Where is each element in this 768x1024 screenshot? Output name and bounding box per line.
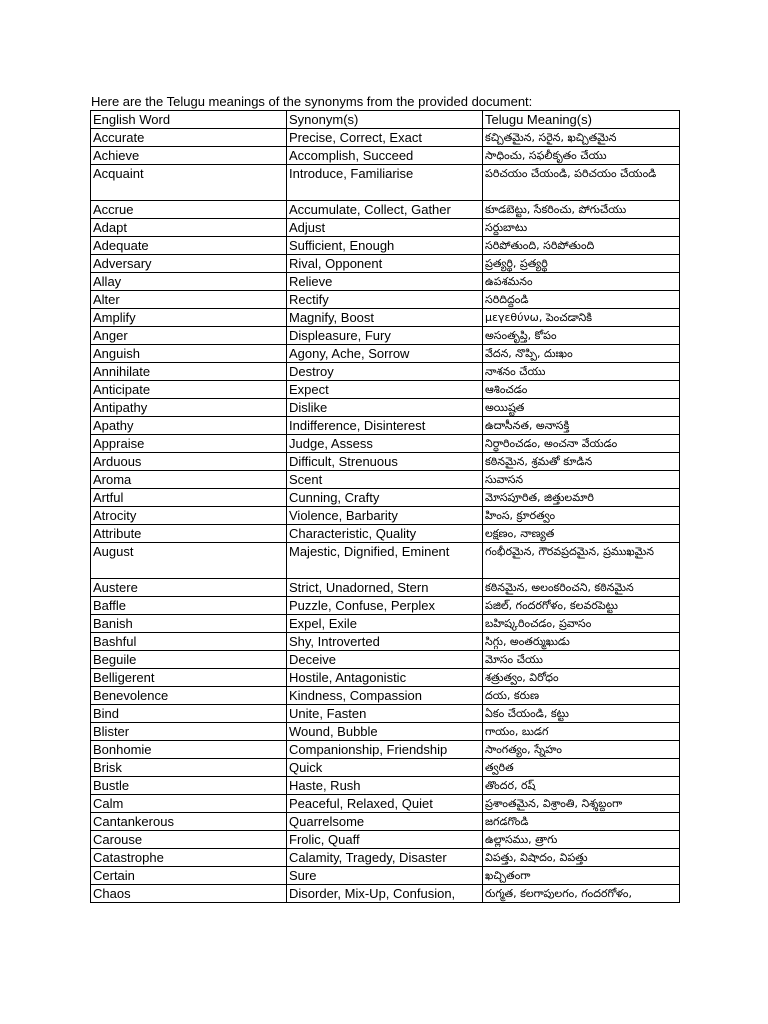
cell-english-word: Appraise <box>91 435 287 453</box>
cell-synonyms: Quick <box>287 759 483 777</box>
table-row <box>91 597 680 615</box>
cell-english-word: Adapt <box>91 219 287 237</box>
cell-synonyms: Judge, Assess <box>287 435 483 453</box>
table-row <box>91 723 680 741</box>
cell-english-word: Calm <box>91 795 287 813</box>
table-row <box>91 579 680 597</box>
cell-telugu-meaning: రుగ్మత, కలగాపులగం, గందరగోళం, <box>483 885 680 903</box>
cell-english-word: Baffle <box>91 597 287 615</box>
cell-synonyms: Kindness, Compassion <box>287 687 483 705</box>
table-header-row <box>91 111 680 129</box>
cell-synonyms: Cunning, Crafty <box>287 489 483 507</box>
header-english-word: English Word <box>91 111 287 129</box>
cell-synonyms: Rectify <box>287 291 483 309</box>
cell-english-word: Attribute <box>91 525 287 543</box>
cell-english-word: Austere <box>91 579 287 597</box>
cell-telugu-meaning: దయ, కరుణ <box>483 687 680 705</box>
cell-english-word: Acquaint <box>91 165 287 201</box>
cell-telugu-meaning: గంభీరమైన, గౌరవప్రదమైన, ప్రముఖమైన <box>483 543 680 579</box>
cell-synonyms: Dislike <box>287 399 483 417</box>
synonym-table <box>90 110 680 903</box>
cell-telugu-meaning: బహిష్కరించడం, ప్రవాసం <box>483 615 680 633</box>
cell-telugu-meaning: నిర్ధారించడం, అంచనా వేయడం <box>483 435 680 453</box>
cell-telugu-meaning: సరిదిద్దండి <box>483 291 680 309</box>
cell-synonyms: Strict, Unadorned, Stern <box>287 579 483 597</box>
table-body <box>91 129 680 903</box>
table-row <box>91 471 680 489</box>
cell-english-word: Brisk <box>91 759 287 777</box>
cell-telugu-meaning: ఆశించడం <box>483 381 680 399</box>
cell-telugu-meaning: μεγεθύνω, పెంచడానికి <box>483 309 680 327</box>
cell-synonyms: Peaceful, Relaxed, Quiet <box>287 795 483 813</box>
cell-synonyms: Disorder, Mix-Up, Confusion, <box>287 885 483 903</box>
table-row <box>91 291 680 309</box>
table-row <box>91 219 680 237</box>
table-row <box>91 201 680 219</box>
cell-telugu-meaning: ఉదాసీనత, అనాసక్తి <box>483 417 680 435</box>
cell-telugu-meaning: లక్షణం, నాణ్యత <box>483 525 680 543</box>
cell-english-word: Benevolence <box>91 687 287 705</box>
cell-telugu-meaning: శత్రుత్వం, విరోధం <box>483 669 680 687</box>
cell-english-word: Adequate <box>91 237 287 255</box>
cell-synonyms: Deceive <box>287 651 483 669</box>
cell-synonyms: Majestic, Dignified, Eminent <box>287 543 483 579</box>
header-synonyms: Synonym(s) <box>287 111 483 129</box>
cell-synonyms: Agony, Ache, Sorrow <box>287 345 483 363</box>
table-row <box>91 687 680 705</box>
table-row <box>91 381 680 399</box>
cell-telugu-meaning: ఉల్లాసము, త్రాగు <box>483 831 680 849</box>
table-row <box>91 453 680 471</box>
table-row <box>91 669 680 687</box>
cell-synonyms: Accomplish, Succeed <box>287 147 483 165</box>
cell-synonyms: Shy, Introverted <box>287 633 483 651</box>
cell-english-word: Adversary <box>91 255 287 273</box>
cell-telugu-meaning: విపత్తు, విషాదం, విపత్తు <box>483 849 680 867</box>
cell-synonyms: Characteristic, Quality <box>287 525 483 543</box>
cell-synonyms: Companionship, Friendship <box>287 741 483 759</box>
cell-english-word: Artful <box>91 489 287 507</box>
cell-telugu-meaning: కూడబెట్టు, సేకరించు, పోగుచేయు <box>483 201 680 219</box>
table-row <box>91 399 680 417</box>
cell-english-word: Annihilate <box>91 363 287 381</box>
cell-synonyms: Indifference, Disinterest <box>287 417 483 435</box>
cell-english-word: Anguish <box>91 345 287 363</box>
cell-english-word: Bonhomie <box>91 741 287 759</box>
cell-telugu-meaning: మోసపూరిత, జిత్తులమారి <box>483 489 680 507</box>
table-row <box>91 633 680 651</box>
table-row <box>91 255 680 273</box>
cell-synonyms: Unite, Fasten <box>287 705 483 723</box>
cell-telugu-meaning: తొందర, రష్ <box>483 777 680 795</box>
cell-english-word: Chaos <box>91 885 287 903</box>
table-row <box>91 759 680 777</box>
table-row <box>91 795 680 813</box>
cell-synonyms: Hostile, Antagonistic <box>287 669 483 687</box>
table-row <box>91 435 680 453</box>
cell-english-word: Banish <box>91 615 287 633</box>
cell-english-word: Antipathy <box>91 399 287 417</box>
cell-telugu-meaning: అసంతృప్తి, కోపం <box>483 327 680 345</box>
cell-english-word: Anger <box>91 327 287 345</box>
cell-synonyms: Quarrelsome <box>287 813 483 831</box>
cell-synonyms: Haste, Rush <box>287 777 483 795</box>
cell-synonyms: Difficult, Strenuous <box>287 453 483 471</box>
cell-english-word: Alter <box>91 291 287 309</box>
table-row <box>91 417 680 435</box>
cell-telugu-meaning: సర్దుబాటు <box>483 219 680 237</box>
cell-telugu-meaning: అయిష్టత <box>483 399 680 417</box>
table-row <box>91 327 680 345</box>
table-row <box>91 705 680 723</box>
cell-telugu-meaning: కఠినమైన, అలంకరించని, కఠినమైన <box>483 579 680 597</box>
cell-telugu-meaning: సువాసన <box>483 471 680 489</box>
table-row <box>91 129 680 147</box>
cell-english-word: Catastrophe <box>91 849 287 867</box>
table-row <box>91 147 680 165</box>
cell-telugu-meaning: గాయం, బుడగ <box>483 723 680 741</box>
table-row <box>91 165 680 201</box>
cell-telugu-meaning: కచ్చితమైన, సరైన, ఖచ్చితమైన <box>483 129 680 147</box>
cell-english-word: Blister <box>91 723 287 741</box>
cell-telugu-meaning: సరిపోతుంది, సరిపోతుంది <box>483 237 680 255</box>
cell-english-word: Carouse <box>91 831 287 849</box>
cell-telugu-meaning: కఠినమైన, శ్రమతో కూడిన <box>483 453 680 471</box>
table-row <box>91 777 680 795</box>
table-row <box>91 525 680 543</box>
cell-synonyms: Introduce, Familiarise <box>287 165 483 201</box>
table-row <box>91 273 680 291</box>
cell-english-word: Achieve <box>91 147 287 165</box>
cell-synonyms: Destroy <box>287 363 483 381</box>
cell-telugu-meaning: సాంగత్యం, స్నేహం <box>483 741 680 759</box>
cell-english-word: Cantankerous <box>91 813 287 831</box>
table-row <box>91 651 680 669</box>
cell-synonyms: Puzzle, Confuse, Perplex <box>287 597 483 615</box>
cell-telugu-meaning: ప్రశాంతమైన, విశ్రాంతి, నిశ్శబ్దంగా <box>483 795 680 813</box>
table-row <box>91 741 680 759</box>
cell-english-word: Atrocity <box>91 507 287 525</box>
cell-synonyms: Wound, Bubble <box>287 723 483 741</box>
cell-english-word: Bustle <box>91 777 287 795</box>
cell-telugu-meaning: ఏకం చేయండి, కట్టు <box>483 705 680 723</box>
cell-telugu-meaning: ఖచ్చితంగా <box>483 867 680 885</box>
cell-telugu-meaning: పజిల్, గందరగోళం, కలవరపెట్టు <box>483 597 680 615</box>
header-telugu-meanings: Telugu Meaning(s) <box>483 111 680 129</box>
cell-telugu-meaning: ఉపశమనం <box>483 273 680 291</box>
cell-english-word: Arduous <box>91 453 287 471</box>
cell-english-word: Allay <box>91 273 287 291</box>
cell-telugu-meaning: ప్రత్యర్థి, ప్రత్యర్థి <box>483 255 680 273</box>
cell-synonyms: Sure <box>287 867 483 885</box>
cell-synonyms: Frolic, Quaff <box>287 831 483 849</box>
table-row <box>91 885 680 903</box>
cell-english-word: Accrue <box>91 201 287 219</box>
cell-english-word: Bind <box>91 705 287 723</box>
cell-telugu-meaning: పరిచయం చేయండి, పరిచయం చేయండి <box>483 165 680 201</box>
cell-synonyms: Scent <box>287 471 483 489</box>
cell-synonyms: Rival, Opponent <box>287 255 483 273</box>
cell-synonyms: Expel, Exile <box>287 615 483 633</box>
cell-telugu-meaning: సాధించు, సఫలీకృతం చేయు <box>483 147 680 165</box>
table-row <box>91 363 680 381</box>
cell-synonyms: Violence, Barbarity <box>287 507 483 525</box>
table-row <box>91 849 680 867</box>
table-row <box>91 615 680 633</box>
table-row <box>91 543 680 579</box>
cell-english-word: Aroma <box>91 471 287 489</box>
cell-english-word: Certain <box>91 867 287 885</box>
table-row <box>91 507 680 525</box>
cell-english-word: Belligerent <box>91 669 287 687</box>
table-row <box>91 237 680 255</box>
cell-telugu-meaning: జగడగొండి <box>483 813 680 831</box>
cell-telugu-meaning: త్వరిత <box>483 759 680 777</box>
cell-telugu-meaning: వేదన, నొప్పి, దుఃఖం <box>483 345 680 363</box>
cell-synonyms: Displeasure, Fury <box>287 327 483 345</box>
cell-synonyms: Precise, Correct, Exact <box>287 129 483 147</box>
cell-synonyms: Adjust <box>287 219 483 237</box>
cell-english-word: August <box>91 543 287 579</box>
table-row <box>91 309 680 327</box>
table-row <box>91 867 680 885</box>
cell-english-word: Bashful <box>91 633 287 651</box>
table-row <box>91 345 680 363</box>
cell-telugu-meaning: మోసం చేయు <box>483 651 680 669</box>
cell-synonyms: Expect <box>287 381 483 399</box>
cell-english-word: Amplify <box>91 309 287 327</box>
cell-english-word: Anticipate <box>91 381 287 399</box>
cell-synonyms: Relieve <box>287 273 483 291</box>
intro-text: Here are the Telugu meanings of the synonyms from the provided document: <box>91 94 533 109</box>
cell-english-word: Accurate <box>91 129 287 147</box>
cell-english-word: Beguile <box>91 651 287 669</box>
cell-telugu-meaning: నాశనం చేయు <box>483 363 680 381</box>
table-row <box>91 813 680 831</box>
cell-telugu-meaning: హింస, క్రూరత్వం <box>483 507 680 525</box>
cell-telugu-meaning: సిగ్గు, అంతర్ముఖుడు <box>483 633 680 651</box>
cell-synonyms: Sufficient, Enough <box>287 237 483 255</box>
cell-synonyms: Magnify, Boost <box>287 309 483 327</box>
cell-english-word: Apathy <box>91 417 287 435</box>
table-row <box>91 489 680 507</box>
cell-synonyms: Accumulate, Collect, Gather <box>287 201 483 219</box>
table-row <box>91 831 680 849</box>
cell-synonyms: Calamity, Tragedy, Disaster <box>287 849 483 867</box>
